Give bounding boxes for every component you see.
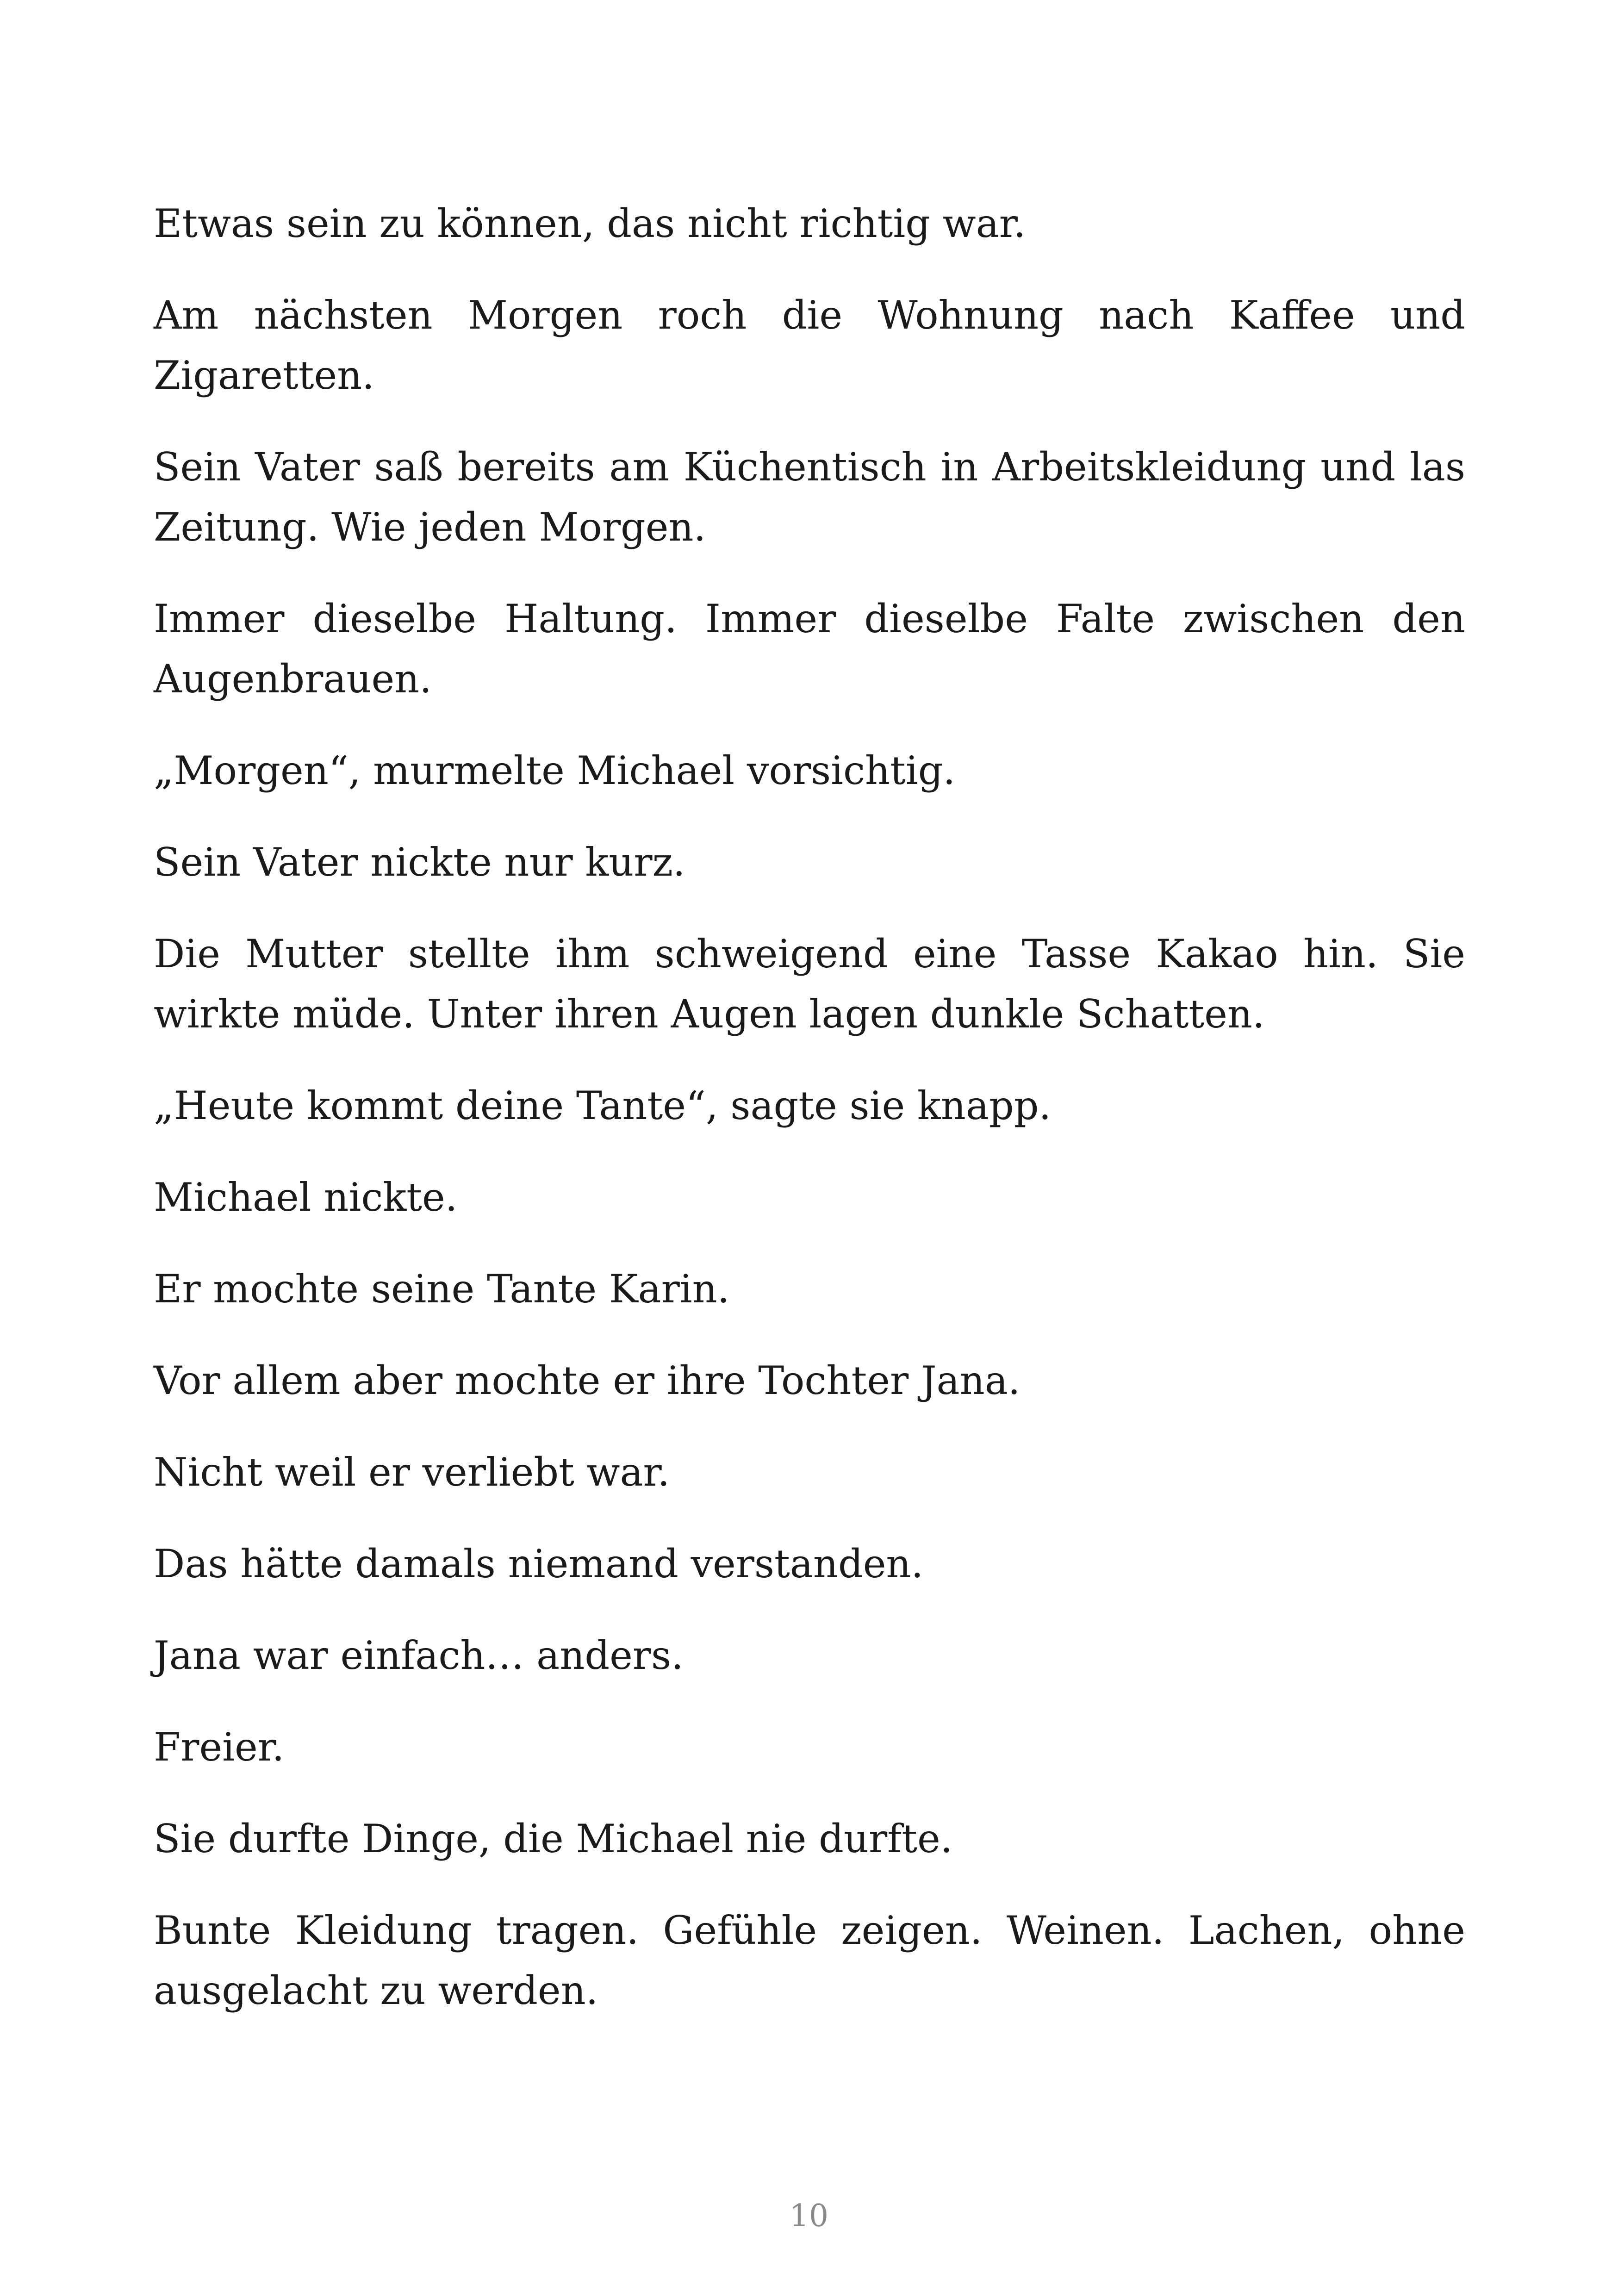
- paragraph: Sein Vater saß bereits am Küchentisch in Arbeitskleidung und las Zeitung. Wie jeden Morgen.: [154, 444, 1465, 550]
- paragraph: Jana war einfach… anders.: [154, 1633, 684, 1678]
- paragraph: Sie durfte Dinge, die Michael nie durfte.: [154, 1816, 953, 1861]
- paragraph: Das hätte damals niemand verstanden.: [154, 1541, 924, 1587]
- paragraph: Michael nickte.: [154, 1175, 458, 1220]
- paragraph: Nicht weil er verliebt war.: [154, 1450, 670, 1495]
- paragraph: Sein Vater nickte nur kurz.: [154, 840, 685, 885]
- paragraph: Bunte Kleidung tragen. Gefühle zeigen. Weinen. Lachen, ohne ausgelacht zu werden.: [154, 1908, 1465, 2013]
- paragraph: Vor allem aber mochte er ihre Tochter Jana.: [154, 1358, 1021, 1403]
- page-number: 10: [790, 2198, 828, 2234]
- paragraph: Immer dieselbe Haltung. Immer dieselbe Falte zwischen den Augenbrauen.: [154, 596, 1465, 702]
- paragraph: Etwas sein zu können, das nicht richtig war.: [154, 201, 1026, 246]
- paragraph: „Heute kommt deine Tante“, sagte sie knapp.: [154, 1083, 1052, 1128]
- paragraph: Freier.: [154, 1724, 285, 1770]
- paragraph: Am nächsten Morgen roch die Wohnung nach Kaffee und Zigaretten.: [154, 292, 1465, 398]
- paragraph: Die Mutter stellte ihm schweigend eine Tasse Kakao hin. Sie wirkte müde. Unter ihren Augen lagen dunkle Schatten.: [154, 931, 1465, 1037]
- paragraph: Er mochte seine Tante Karin.: [154, 1266, 730, 1312]
- paragraph: „Morgen“, murmelte Michael vorsichtig.: [154, 748, 956, 793]
- body-text: [154, 193, 1465, 2052]
